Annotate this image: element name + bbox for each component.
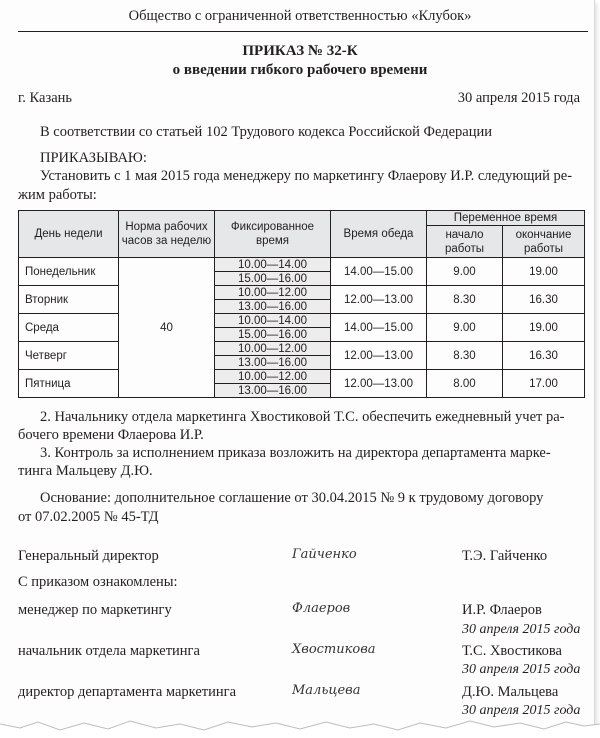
fixed-cell: 13.00—16.00: [215, 356, 331, 370]
table-row: [19, 258, 585, 272]
header-variable: Переменное время: [427, 211, 585, 226]
foundation-line1: Основание: дополнительное соглашение от 30.04.2015 № 9 к трудовому договору: [40, 490, 544, 506]
item2-line2: бочего времени Флаерова И.Р.: [18, 427, 204, 443]
table-row: [19, 314, 585, 328]
director-signature: Гайченко: [292, 547, 357, 562]
header-norm: Норма рабочих часов за неделю: [119, 211, 215, 258]
day-cell: Пятница: [19, 370, 119, 398]
lunch-cell: 14.00—15.00: [331, 258, 427, 286]
start-cell: 8.30: [427, 342, 503, 370]
end-cell: 16.30: [503, 342, 585, 370]
acquainted-date: 30 апреля 2015 года: [462, 622, 581, 637]
person-name: Д.Ю. Мальцева: [462, 684, 559, 700]
position-label: начальник отдела маркетинга: [18, 643, 200, 659]
fixed-cell: 10.00—12.00: [215, 286, 331, 300]
fixed-cell: 10.00—14.00: [215, 258, 331, 272]
fixed-cell: 13.00—16.00: [215, 384, 331, 398]
fixed-cell: 10.00—14.00: [215, 314, 331, 328]
end-cell: 17.00: [503, 370, 585, 398]
fixed-cell: 13.00—16.00: [215, 300, 331, 314]
item3-line1: 3. Контроль за исполнением приказа возложить на директора департамента марке-: [40, 445, 551, 461]
acquainted-date: 30 апреля 2015 года: [462, 703, 581, 718]
order-title: ПРИКАЗ № 32-К: [242, 43, 358, 59]
item3-line2: тинга Мальцеву Д.Ю.: [18, 463, 153, 479]
lunch-cell: 14.00—15.00: [331, 314, 427, 342]
item1-line2: жим работы:: [18, 187, 97, 203]
end-cell: 16.30: [503, 286, 585, 314]
start-cell: 8.30: [427, 286, 503, 314]
start-cell: 9.00: [427, 314, 503, 342]
acquainted-date: 30 апреля 2015 года: [462, 662, 581, 677]
fixed-cell: 15.00—16.00: [215, 328, 331, 342]
start-cell: 9.00: [427, 258, 503, 286]
day-cell: Понедельник: [19, 258, 119, 286]
position-label: менеджер по маркетингу: [18, 602, 172, 618]
person-name: Т.С. Хвостикова: [462, 643, 562, 659]
header-fixed: Фиксированное время: [215, 211, 331, 258]
fixed-cell: 10.00—12.00: [215, 342, 331, 356]
header-lunch: Время обеда: [331, 211, 427, 258]
lunch-cell: 12.00—13.00: [331, 342, 427, 370]
start-cell: 8.00: [427, 370, 503, 398]
acquainted-label: С приказом ознакомлены:: [18, 574, 178, 590]
norm-cell: 40: [119, 258, 215, 398]
foundation-line2: от 07.02.2005 № 45-ТД: [18, 509, 159, 525]
header-divider: [18, 31, 588, 32]
header-start: начало работы: [427, 226, 503, 258]
order-date: 30 апреля 2015 года: [457, 90, 580, 106]
fixed-cell: 15.00—16.00: [215, 272, 331, 286]
item1-line1: Установить с 1 мая 2015 года менеджеру по маркетингу Флаерову И.Р. следующий ре-: [40, 168, 573, 184]
signature: Флаеров: [292, 601, 351, 616]
header-day: День недели: [19, 211, 119, 258]
item2-line1: 2. Начальнику отдела маркетинга Хвостиковой Т.С. обеспечить ежедневный учет ра-: [40, 409, 565, 425]
table-row: [19, 286, 585, 300]
director-name: Т.Э. Гайченко: [462, 548, 548, 564]
day-cell: Четверг: [19, 342, 119, 370]
day-cell: Среда: [19, 314, 119, 342]
day-cell: Вторник: [19, 286, 119, 314]
lunch-cell: 12.00—13.00: [331, 370, 427, 398]
order-subtitle: о введении гибкого рабочего времени: [172, 62, 428, 78]
end-cell: 19.00: [503, 314, 585, 342]
lunch-cell: 12.00—13.00: [331, 286, 427, 314]
table-row: [19, 342, 585, 356]
person-name: И.Р. Флаеров: [462, 602, 542, 618]
schedule-table: [18, 210, 585, 398]
fixed-cell: 10.00—12.00: [215, 370, 331, 384]
signature: Мальцева: [292, 683, 361, 698]
position-label: директор департамента маркетинга: [18, 684, 237, 700]
order-city: г. Казань: [18, 90, 73, 106]
end-cell: 19.00: [503, 258, 585, 286]
header-end: окончание работы: [503, 226, 585, 258]
basis-line: В соответствии со статьей 102 Трудового кодекса Российской Федерации: [40, 124, 492, 140]
organization-name: Общество с ограниченной ответственностью «Клубок»: [128, 8, 472, 24]
order-word: ПРИКАЗЫВАЮ:: [40, 150, 147, 166]
director-title: Генеральный директор: [18, 548, 159, 564]
table-row: [19, 370, 585, 384]
signature: Хвостикова: [292, 642, 376, 657]
